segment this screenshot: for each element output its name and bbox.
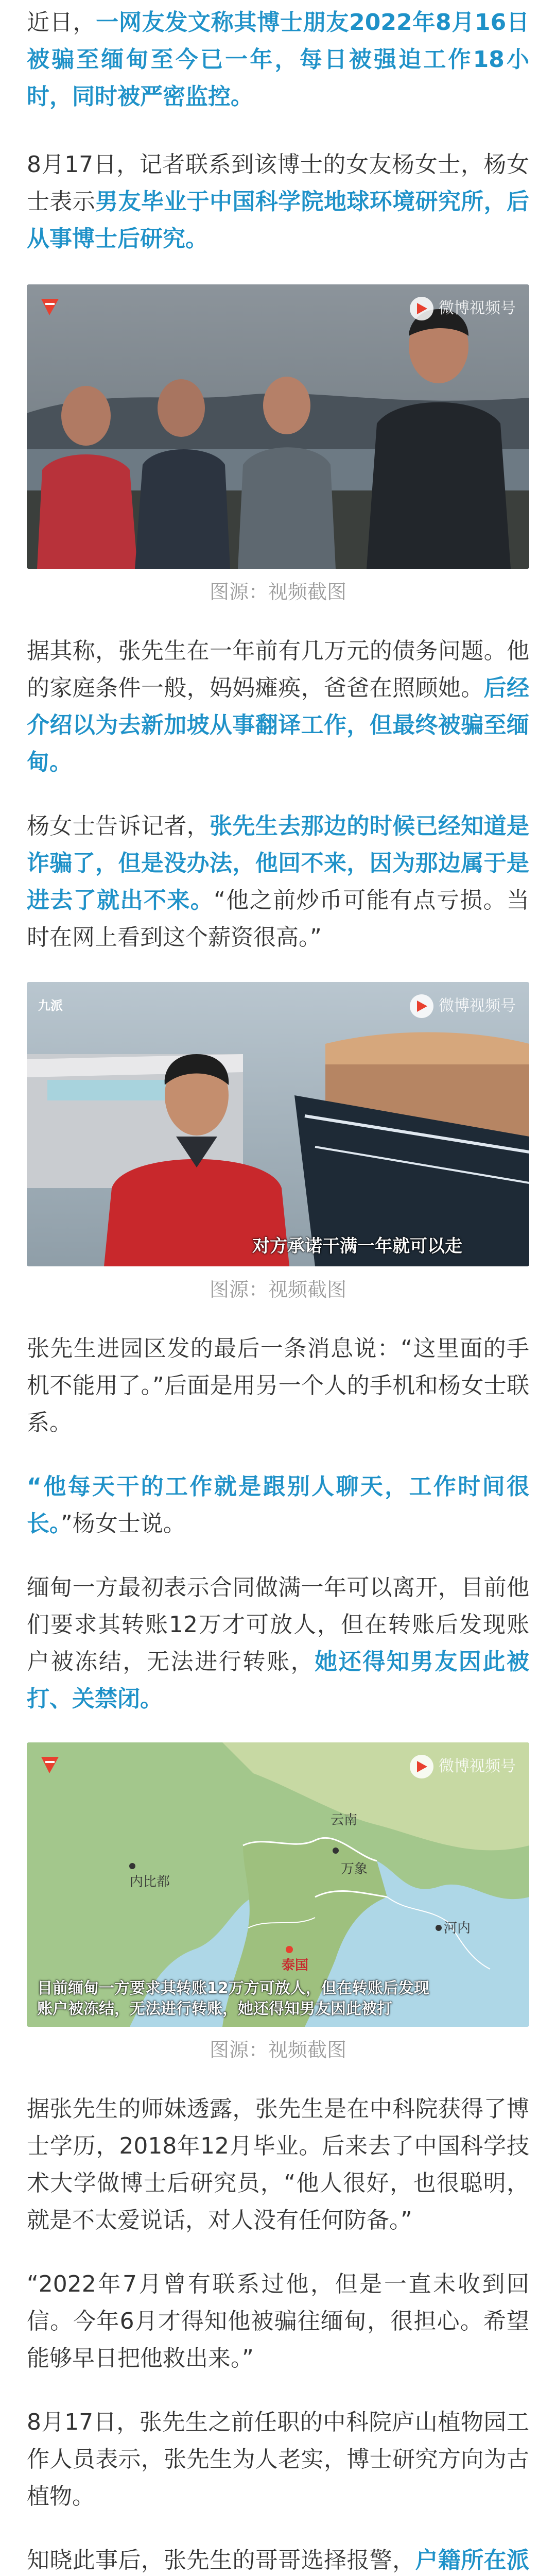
highlight-text: 户籍所在派 [415,2547,530,2573]
paragraph-11 [27,2542,529,2576]
channel-logo [38,295,62,324]
text: 8月17日，张先生之前任职的中科院庐山植物园工作人员表示，张先生为人老实，博士研究方向为古植物。 [27,2409,529,2510]
text: 张先生进园区发的最后一条消息说：“这里面的手机不能用了。”后面是用另一个人的手机和杨女士联系。 [27,1335,529,1436]
watermark-text: 微博视频号 [439,1757,516,1775]
paragraph-10 [27,2404,529,2515]
highlight-text: 男友毕业于中国科学院地球环境研究所，后从事博士后研究。 [27,189,530,252]
channel-mark-icon [38,1753,62,1776]
paragraph-4 [27,808,529,956]
video-subtitle [27,1978,529,2020]
highlight-text: 后经介绍以为去新加坡从事翻译工作，但最终被骗至缅甸。 [27,675,530,775]
text: “2022年7月曾有联系过他，但是一直未收到回信。今年6月才得知他被骗往缅甸，很担心。希望能够早日把他救出来。” [27,2271,529,2371]
channel-logo: 九派 [38,998,63,1013]
text: “他之前炒币可能有点亏损。当时在网上看到这个薪资很高。” [27,887,529,951]
location-marker-icon [286,1946,293,1953]
highlight-text: 张先生去那边的时候已经知道是诈骗了，但是没办法，他回不来，因为那边属于是进去了就出不来。 [27,813,529,913]
video-subtitle: 对方承诺干满一年就可以走 [252,1236,462,1257]
watermark [410,994,516,1018]
text: 据其称，张先生在一年前有几万元的债务问题。他的家庭条件一般，妈妈瘫痪，爸爸在照顾她。 [27,638,529,701]
watermark [410,297,516,320]
map-label-vientiane: 万象 [341,1861,368,1877]
subtitle-line-2: 账户被冻结，无法进行转账，她还得知男友因此被打 [37,2000,392,2018]
photo-man-red-jacket [27,982,529,1266]
paragraph-7 [27,1569,529,1718]
text: 据张先生的师妹透露，张先生是在中科院获得了博士学历，2018年12月毕业。后来去了中国科学技术大学做博士后研究员，“他人很好，也很聪明，就是不太爱说话，对人没有任何防备。” [27,2096,529,2233]
map-label-yunnan: 云南 [331,1812,358,1828]
map-label-naypyidaw: 内比都 [130,1874,170,1890]
map-label-hanoi: 河内 [444,1921,471,1936]
highlight-text: 一网友发文称其博士朋友2022年8月16日被骗至缅甸至今已一年，每日被强迫工作18小时，同时被严密监控。 [27,9,530,110]
video-screenshot-1 [27,284,529,569]
figure-3-caption: 图源：视频截图 [209,2039,346,2061]
text: ”杨女士说。 [61,1511,186,1537]
watermark-text: 微博视频号 [439,299,516,317]
photo-people-lakeside [27,284,529,569]
paragraph-3 [27,633,529,781]
paragraph-8 [27,2091,529,2239]
weibo-video-icon [410,1755,433,1778]
paragraph-1 [27,4,529,115]
paragraph-2 [27,146,529,258]
figure-2-caption: 图源：视频截图 [209,1278,346,1301]
figure-1-caption: 图源：视频截图 [209,581,346,603]
highlight-text: “他每天干的工作就是跟别人聊天，工作时间很长。 [27,1473,529,1537]
text: 杨女士告诉记者， [27,813,210,839]
weibo-video-icon [410,297,433,320]
text: 近日， [27,9,96,36]
map-label-thailand: 泰国 [282,1958,309,1973]
text: 缅甸一方最初表示合同做满一年可以离开，目前他们要求其转账12万才可放人，但在转账后发现账户被冻结，无法进行转账， [27,1574,529,1675]
paragraph-5 [27,1330,529,1442]
paragraph-9 [27,2266,529,2377]
watermark-text: 微博视频号 [439,997,516,1015]
paragraph-6 [27,1468,529,1543]
highlight-text: 她还得知男友因此被打、关禁闭。 [27,1649,530,1712]
text: 8月17日，记者联系到该博士的女友杨女士，杨女士表示 [27,151,529,215]
watermark [410,1755,516,1778]
video-screenshot-3-map [27,1742,529,2027]
channel-mark-icon [38,295,62,318]
video-screenshot-2 [27,982,529,1266]
subtitle-line-1: 目前缅甸一方要求其转账12万方可放人，但在转账后发现 [37,1979,429,1997]
weibo-video-icon [410,994,433,1018]
text: 知晓此事后，张先生的哥哥选择报警， [27,2547,415,2573]
